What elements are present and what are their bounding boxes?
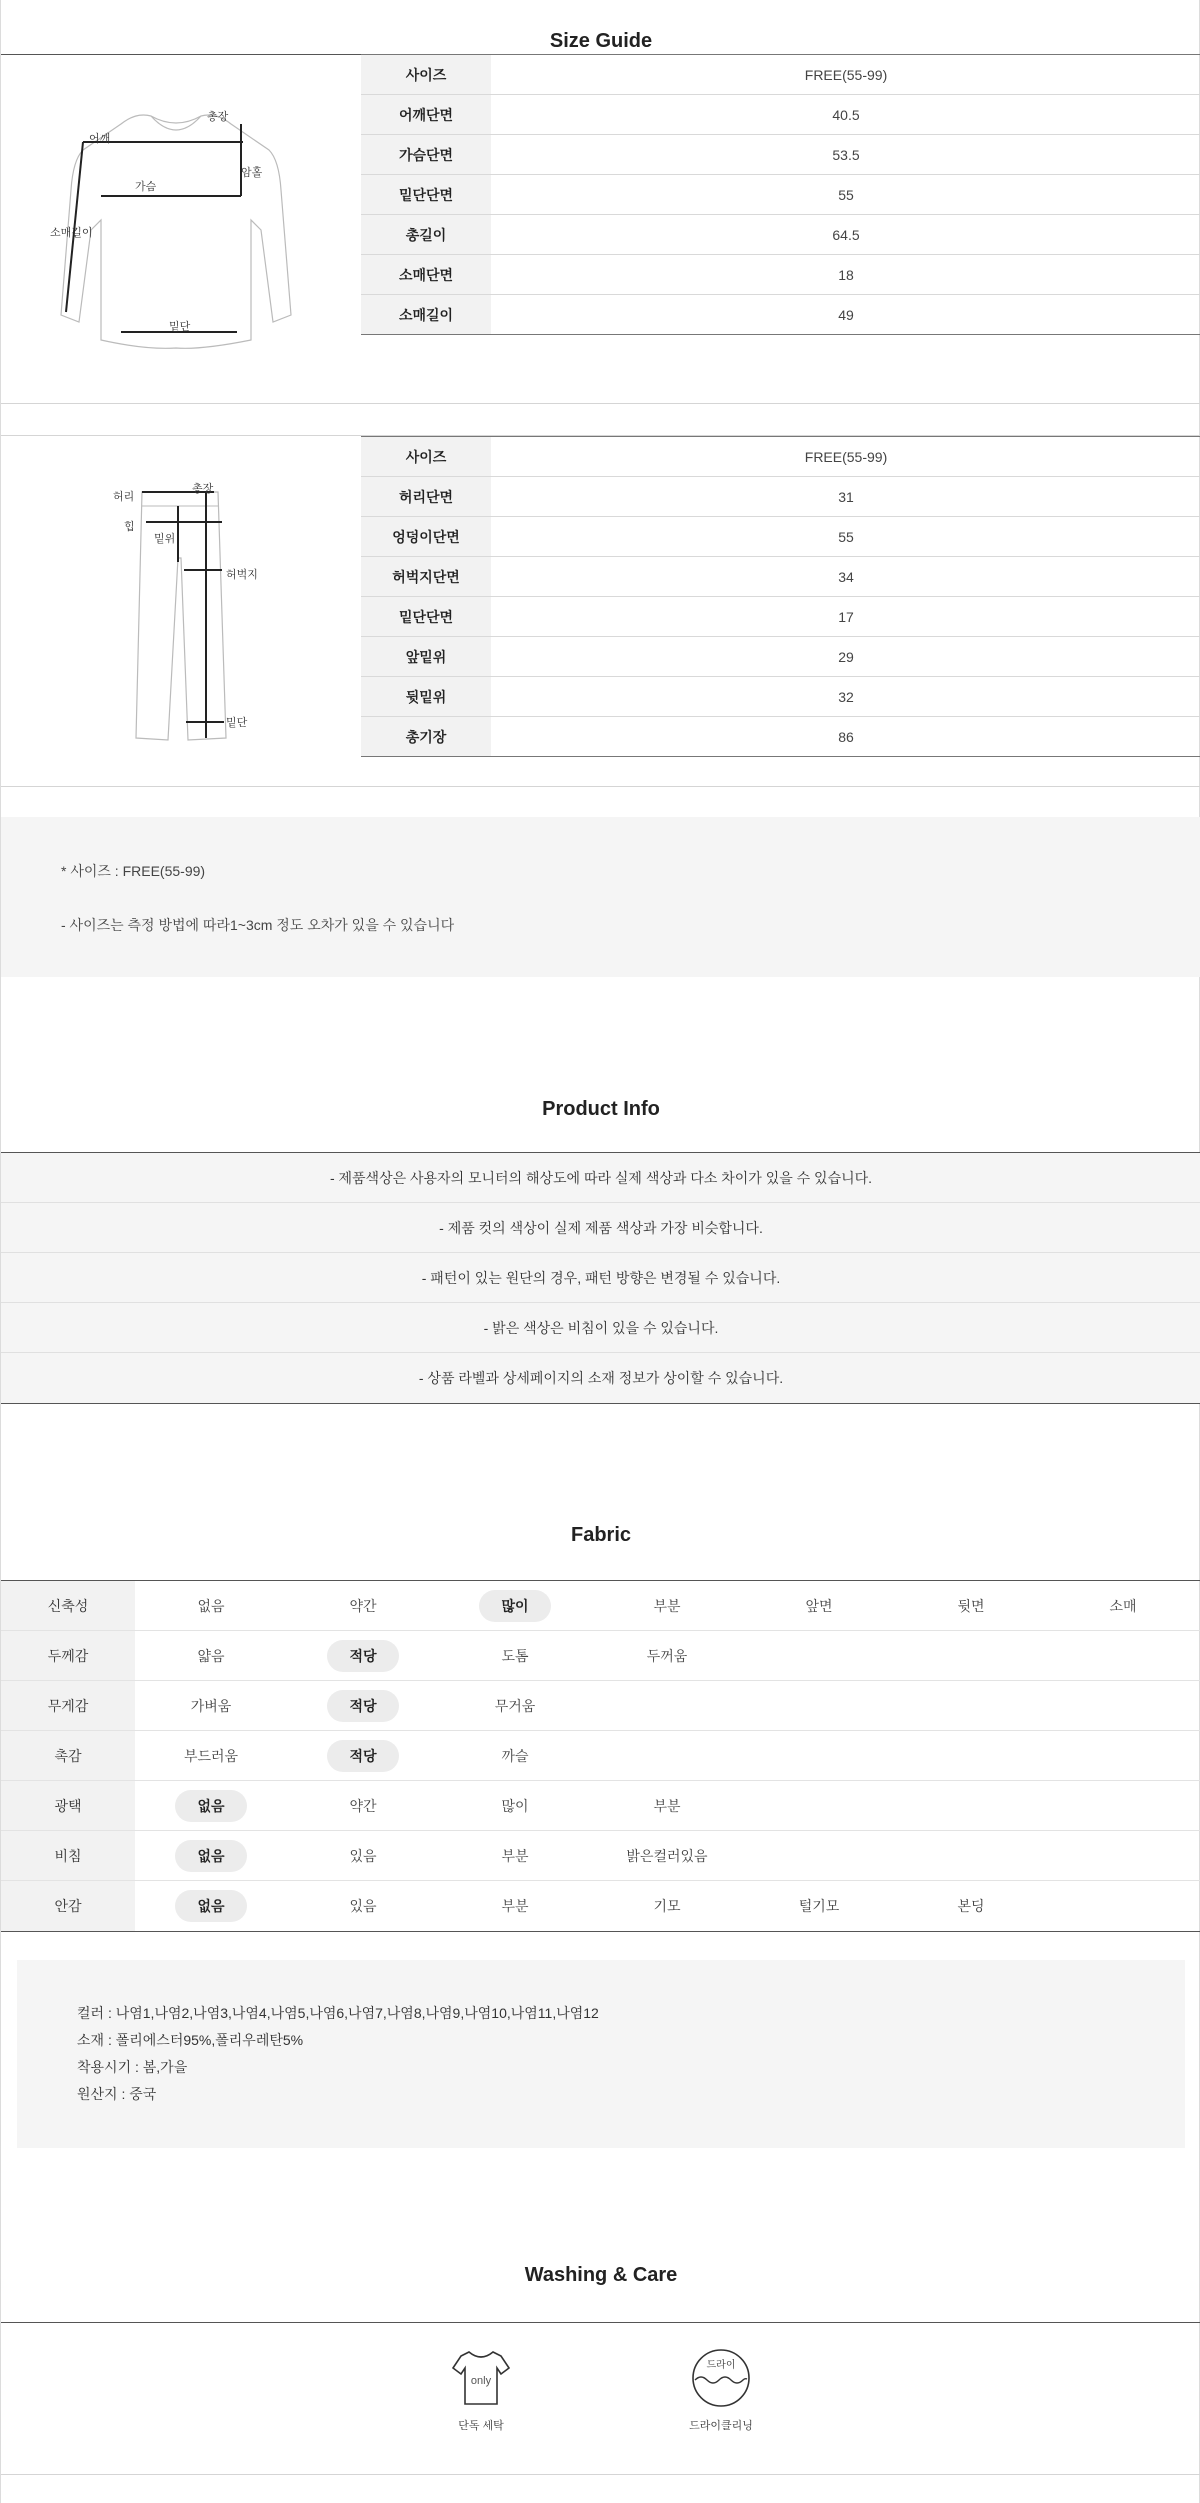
size-row-label: 사이즈 <box>361 55 491 94</box>
top-size-table <box>361 54 1200 335</box>
fabric-option-label: 많이 <box>501 1797 529 1814</box>
size-row-label: 총기장 <box>361 717 491 756</box>
fabric-row <box>1 1781 1200 1831</box>
bottom-size-table <box>361 436 1200 757</box>
diagram-label-armhole: 암홀 <box>241 167 263 179</box>
size-table-row <box>361 175 1200 215</box>
care-label: 드라이클리닝 <box>689 2420 753 2432</box>
size-row-value: 55 <box>838 186 854 203</box>
fabric-option-label: 있음 <box>349 1898 377 1914</box>
product-info-line: - 제품 컷의 색상이 실제 제품 색상과 가장 비슷합니다. <box>1 1203 1200 1253</box>
fabric-option-label: 기모 <box>653 1898 681 1914</box>
fabric-option <box>135 1731 287 1780</box>
fabric-option <box>439 1631 591 1680</box>
diagram-label-waist: 허리 <box>113 491 135 503</box>
size-note: * 사이즈 : FREE(55-99) <box>61 863 206 879</box>
fabric-option-selected <box>439 1581 591 1630</box>
dry-clean-icon <box>689 2346 753 2410</box>
size-row-label: 밑단단면 <box>361 175 491 214</box>
fabric-option-label: 없음 <box>175 1840 246 1872</box>
fabric-option-label: 밝은컬러있음 <box>626 1847 708 1864</box>
fabric-table <box>1 1580 1200 1932</box>
fabric-option <box>135 1681 287 1730</box>
size-row-value: FREE(55-99) <box>804 448 888 465</box>
size-row-label: 엉덩이단면 <box>361 517 491 556</box>
fabric-option-label: 무거움 <box>494 1697 536 1714</box>
size-row-value: 64.5 <box>832 226 860 243</box>
fabric-option <box>591 1881 743 1931</box>
fabric-option-label: 까슬 <box>501 1747 529 1764</box>
divider <box>1 2474 1200 2475</box>
fabric-option-label: 많이 <box>479 1590 550 1622</box>
fabric-option <box>895 1581 1047 1630</box>
fabric-row-label: 무게감 <box>1 1681 135 1730</box>
fabric-option-label: 약간 <box>349 1597 377 1614</box>
diagram-label-hem: 밑단 <box>226 717 248 729</box>
fabric-option-label: 소매 <box>1109 1597 1137 1614</box>
pants-diagram <box>106 478 286 748</box>
size-table-row <box>361 437 1200 477</box>
fabric-option-selected <box>287 1631 439 1680</box>
care-label: 단독 세탁 <box>458 2420 504 2432</box>
size-row-value: 34 <box>838 568 854 585</box>
size-row-value: FREE(55-99) <box>804 66 888 83</box>
fabric-option-selected <box>135 1881 287 1931</box>
fabric-option <box>439 1831 591 1880</box>
fabric-option-label: 가벼움 <box>190 1697 232 1714</box>
top-garment-diagram <box>41 100 311 360</box>
size-row-label: 가슴단면 <box>361 135 491 174</box>
spec-color: 컬러 : 나염1,나염2,나염3,나염4,나염5,나염6,나염7,나염8,나염9,나염10,나염11,나염12 <box>77 2005 599 2021</box>
divider <box>1 2322 1200 2323</box>
size-row-value: 53.5 <box>832 146 860 163</box>
product-info-list <box>1 1152 1200 1404</box>
size-row-label: 총길이 <box>361 215 491 254</box>
fabric-option <box>591 1631 743 1680</box>
fabric-option-label: 없음 <box>175 1890 246 1922</box>
size-guide-title: Size Guide <box>549 30 653 52</box>
fabric-row-label: 신축성 <box>1 1581 135 1630</box>
fabric-option <box>743 1881 895 1931</box>
divider <box>1 403 1200 404</box>
diagram-label-chest: 가슴 <box>135 181 157 193</box>
size-table-row <box>361 477 1200 517</box>
fabric-option <box>591 1831 743 1880</box>
fabric-option <box>895 1881 1047 1931</box>
fabric-option-label: 있음 <box>349 1847 377 1864</box>
fabric-option-selected <box>135 1781 287 1830</box>
diagram-label-sleeve: 소매길이 <box>50 227 93 239</box>
fabric-option-label: 부분 <box>653 1597 681 1614</box>
size-table-row <box>361 597 1200 637</box>
size-row-value: 17 <box>838 608 854 625</box>
fabric-row <box>1 1581 1200 1631</box>
spec-season: 착용시기 : 봄,가을 <box>77 2059 188 2075</box>
fabric-row-label: 비침 <box>1 1831 135 1880</box>
fabric-option <box>135 1581 287 1630</box>
fabric-title: Fabric <box>570 1524 632 1546</box>
product-info-title: Product Info <box>542 1098 660 1120</box>
size-row-label: 소매길이 <box>361 295 491 334</box>
fabric-option-label: 없음 <box>197 1597 225 1614</box>
fabric-option-label: 약간 <box>349 1797 377 1814</box>
tshirt-only-icon-text: only <box>470 2375 492 2387</box>
fabric-option <box>287 1881 439 1931</box>
size-table-row <box>361 677 1200 717</box>
fabric-row <box>1 1881 1200 1931</box>
size-row-value: 55 <box>838 528 854 545</box>
fabric-option-label: 뒷면 <box>957 1597 985 1614</box>
spec-box <box>17 1960 1185 2148</box>
size-table-row <box>361 295 1200 335</box>
fabric-option-label: 본딩 <box>957 1898 985 1914</box>
fabric-option-label: 부분 <box>501 1847 529 1864</box>
fabric-option-label: 두꺼움 <box>646 1647 688 1664</box>
size-row-label: 허벅지단면 <box>361 557 491 596</box>
size-row-value: 49 <box>838 306 854 323</box>
fabric-option <box>287 1831 439 1880</box>
size-row-value: 18 <box>838 266 854 283</box>
product-info-line: - 밝은 색상은 비침이 있을 수 있습니다. <box>1 1303 1200 1353</box>
diagram-label-thigh: 허벅지 <box>226 569 258 581</box>
size-row-label: 어깨단면 <box>361 95 491 134</box>
size-row-value: 40.5 <box>832 106 860 123</box>
spec-origin: 원산지 : 중국 <box>77 2086 157 2102</box>
diagram-label-total: 총장 <box>192 483 214 495</box>
tolerance-note: - 사이즈는 측정 방법에 따라1~3cm 정도 오차가 있을 수 있습니다 <box>61 917 455 933</box>
fabric-row <box>1 1631 1200 1681</box>
diagram-label-total: 총장 <box>207 111 229 123</box>
size-row-value: 29 <box>838 648 854 665</box>
fabric-option <box>1047 1581 1199 1630</box>
care-item-dry-clean <box>679 2346 763 2433</box>
fabric-option-selected <box>287 1681 439 1730</box>
fabric-option <box>439 1731 591 1780</box>
fabric-row <box>1 1831 1200 1881</box>
fabric-option-label: 앞면 <box>805 1597 833 1614</box>
fabric-row-label: 광택 <box>1 1781 135 1830</box>
size-row-label: 소매단면 <box>361 255 491 294</box>
fabric-option <box>287 1581 439 1630</box>
fabric-row <box>1 1681 1200 1731</box>
size-table-row <box>361 637 1200 677</box>
fabric-option-label: 얇음 <box>197 1647 225 1664</box>
diagram-label-shoulder: 어깨 <box>89 133 111 145</box>
fabric-option <box>439 1881 591 1931</box>
fabric-row-label: 안감 <box>1 1881 135 1931</box>
washing-title: Washing & Care <box>524 2264 678 2286</box>
fabric-option-selected <box>135 1831 287 1880</box>
size-notes-box <box>1 817 1200 977</box>
size-row-label: 밑단단면 <box>361 597 491 636</box>
size-table-row <box>361 215 1200 255</box>
size-row-label: 사이즈 <box>361 437 491 476</box>
fabric-option-label: 도톰 <box>501 1647 529 1664</box>
product-info-line: - 상품 라벨과 상세페이지의 소재 정보가 상이할 수 있습니다. <box>1 1353 1200 1403</box>
fabric-option-label: 적당 <box>327 1640 398 1672</box>
divider <box>1 786 1200 787</box>
size-row-label: 앞밑위 <box>361 637 491 676</box>
fabric-option <box>591 1781 743 1830</box>
fabric-option-label: 없음 <box>175 1790 246 1822</box>
product-info-line: - 패턴이 있는 원단의 경우, 패턴 방향은 변경될 수 있습니다. <box>1 1253 1200 1303</box>
size-table-row <box>361 517 1200 557</box>
fabric-option-label: 적당 <box>327 1740 398 1772</box>
fabric-option-label: 털기모 <box>798 1898 840 1914</box>
fabric-row <box>1 1731 1200 1781</box>
size-table-row <box>361 255 1200 295</box>
size-table-row <box>361 717 1200 757</box>
product-info-line: - 제품색상은 사용자의 모니터의 해상도에 따라 실제 색상과 다소 차이가 있을 수 있습니다. <box>1 1153 1200 1203</box>
size-row-label: 뒷밑위 <box>361 677 491 716</box>
fabric-row-label: 촉감 <box>1 1731 135 1780</box>
fabric-option-label: 부분 <box>653 1797 681 1814</box>
fabric-option <box>439 1781 591 1830</box>
size-row-value: 32 <box>838 688 854 705</box>
size-row-value: 86 <box>838 728 854 745</box>
size-table-row <box>361 95 1200 135</box>
fabric-option <box>591 1581 743 1630</box>
diagram-label-hem: 밑단 <box>169 321 191 333</box>
fabric-option <box>439 1681 591 1730</box>
fabric-option-label: 부드러움 <box>183 1747 239 1764</box>
size-row-label: 허리단면 <box>361 477 491 516</box>
fabric-option <box>135 1631 287 1680</box>
diagram-label-hip: 힙 <box>124 521 135 533</box>
fabric-option-label: 적당 <box>327 1690 398 1722</box>
fabric-option <box>287 1781 439 1830</box>
size-table-row <box>361 557 1200 597</box>
fabric-option-selected <box>287 1731 439 1780</box>
tshirt-only-icon <box>449 2346 513 2410</box>
fabric-option <box>743 1581 895 1630</box>
fabric-row-label: 두께감 <box>1 1631 135 1680</box>
care-item-hand-wash <box>441 2346 521 2433</box>
size-table-row <box>361 135 1200 175</box>
size-row-value: 31 <box>838 488 854 505</box>
dry-clean-icon-text: 드라이 <box>706 2360 736 2371</box>
spec-material: 소재 : 폴리에스터95%,폴리우레탄5% <box>77 2032 304 2048</box>
size-table-row <box>361 55 1200 95</box>
diagram-label-rise: 밑위 <box>154 533 176 545</box>
fabric-option-label: 부분 <box>501 1898 529 1914</box>
